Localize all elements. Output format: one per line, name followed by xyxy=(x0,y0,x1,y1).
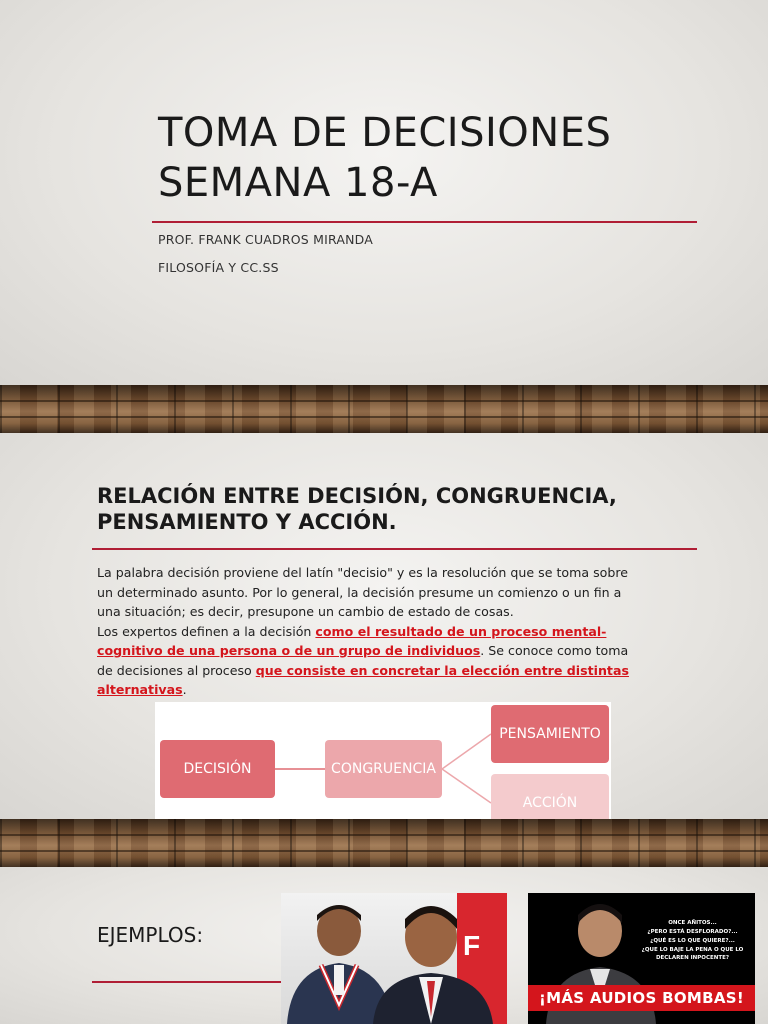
wood-floor-band xyxy=(0,819,768,867)
node-accion: ACCIÓN xyxy=(491,774,609,832)
title-slide xyxy=(0,0,768,385)
examples-title: EJEMPLOS: xyxy=(97,923,204,947)
connector-congruencia-accion xyxy=(442,769,491,803)
highlight-process: que consiste en concretar la elección entre distintas alternativas xyxy=(97,662,629,697)
photo-2-quote-2: ¿PERO ESTÁ DESFLORADO?... xyxy=(647,929,738,935)
photo-1-illustration xyxy=(281,893,507,1024)
slide-title xyxy=(158,108,718,208)
photo-2-banner: ¡MÁS AUDIOS BOMBAS! xyxy=(528,985,755,1011)
paragraph-2-part-2: . Se conoce como toma de decisiones al proceso xyxy=(97,643,629,678)
paragraph-1: La palabra decisión proviene del latín "decisio" y es la resolución que se toma sobre un determinado asunto. Por lo general, la decisión presume un comienzo o un fin a una situación; es decir, presupone un cambio de estado de cosas. xyxy=(97,565,628,619)
node-congruencia: CONGRUENCIA xyxy=(325,740,442,798)
concept-diagram xyxy=(155,702,611,834)
photo-2-quote-3: ¿QUÉ ES LO QUE QUIERE?... xyxy=(650,938,735,944)
highlight-definition: como el resultado de un proceso mental-cognitivo de una persona o de un grupo de individuos xyxy=(97,623,607,658)
section-title-line-1: RELACIÓN ENTRE DECISIÓN, CONGRUENCIA, xyxy=(97,484,617,508)
wood-floor-band xyxy=(0,385,768,433)
photo-2-quote-4: ¿QUE LO BAJE LA PENA O QUE LO DECLAREN INPOCENTE? xyxy=(641,947,744,961)
title-line-1: TOMA DE DECISIONES xyxy=(158,110,612,156)
section-title-line-2: PENSAMIENTO Y ACCIÓN. xyxy=(97,510,397,534)
connector-congruencia-pensamiento xyxy=(442,734,491,769)
news-photo-1 xyxy=(281,893,507,1024)
paragraph-2-end: . xyxy=(182,682,187,697)
node-pensamiento: PENSAMIENTO xyxy=(491,705,609,763)
photo-2-quote-1: ONCE AÑITOS... xyxy=(668,920,717,926)
body-text xyxy=(97,563,645,700)
examples-divider xyxy=(92,981,282,983)
node-decision: DECISIÓN xyxy=(160,740,275,798)
paragraph-2-part-1: Los expertos definen a la decisión xyxy=(97,623,316,639)
professor-name: PROF. FRANK CUADROS MIRANDA xyxy=(158,232,374,247)
section-divider xyxy=(92,548,697,550)
photo-1-logo-letter: F xyxy=(463,930,481,961)
course-name: FILOSOFÍA Y CC.SS xyxy=(158,260,279,275)
news-photo-2 xyxy=(528,893,755,1024)
section-title xyxy=(97,483,657,535)
paragraph-2 xyxy=(97,622,645,700)
title-divider xyxy=(152,221,697,223)
title-line-2: SEMANA 18-A xyxy=(158,160,438,206)
